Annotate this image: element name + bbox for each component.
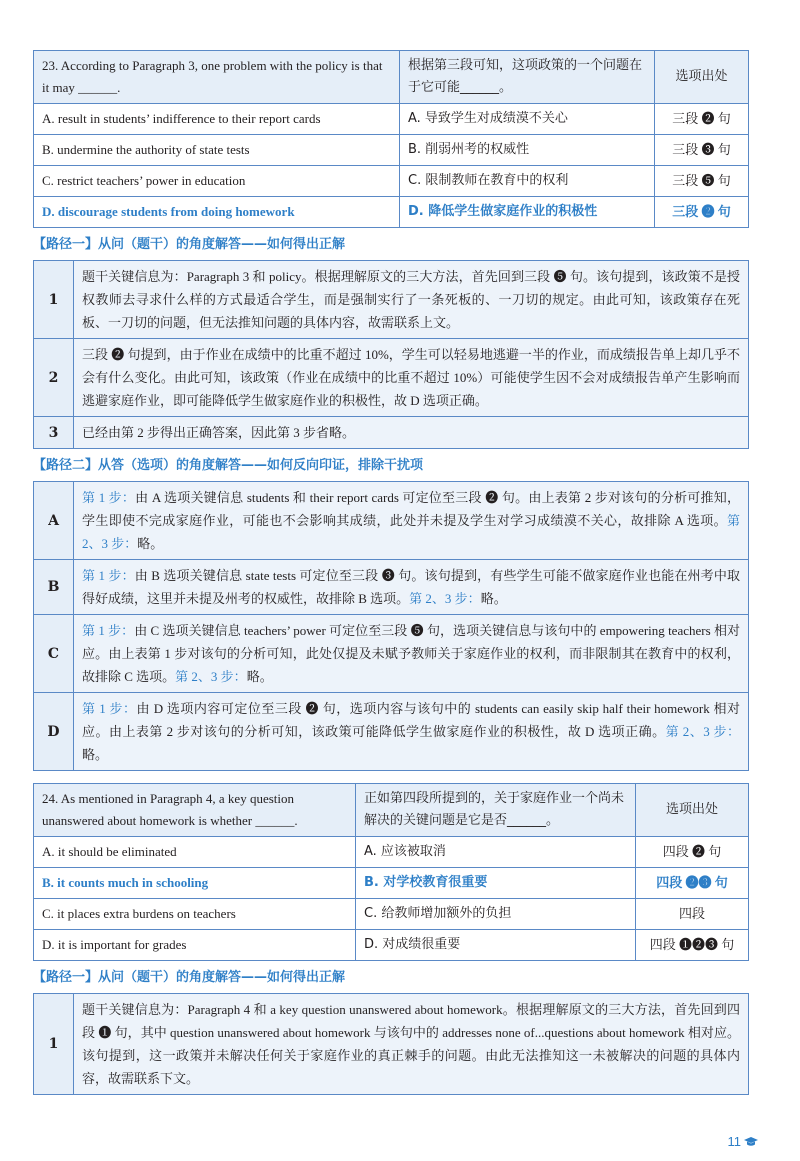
option-source: 三段 ❸ 句 — [655, 135, 749, 166]
step-text: 题干关键信息为：Paragraph 4 和 a key question unanswered about homework。根据理解原文的三大方法，首先回到四段 ❶ 句，其中 question unanswered about homework 与该句中的 addresses none of...questions about homework 相对应。该句提到，这一政策并未解决任何关于家庭作业的真正棘手的问题。由此无法推知这一未被解决的问题的具体内容，故需联系下文。 — [74, 994, 749, 1095]
q23-source-header: 选项出处 — [655, 51, 749, 104]
step23-label: 第 2、3 步： — [82, 513, 740, 551]
step-row — [34, 261, 749, 339]
option-source: 四段 — [636, 899, 749, 930]
q23-path1-label: 【路径一】从问（题干）的角度解答——如何得出正解 — [33, 237, 346, 252]
page-number-text: 11 — [727, 1134, 741, 1149]
analysis-text — [74, 693, 749, 771]
option-zh: A. 应该被取消 — [356, 837, 636, 868]
q23-question-zh: 根据第三段可知，这项政策的一个问题在于它可能______。 — [400, 51, 655, 104]
option-letter: A — [34, 482, 74, 560]
q24-option-b-correct — [34, 868, 749, 899]
step-number: 1 — [34, 994, 74, 1095]
step1-label: 第 1 步： — [82, 490, 136, 505]
q23-option-c — [34, 166, 749, 197]
step-text: 已经由第 2 步得出正确答案，因此第 3 步省略。 — [74, 417, 749, 449]
step-row — [34, 339, 749, 417]
q24-source-header: 选项出处 — [636, 784, 749, 837]
option-letter: C — [34, 615, 74, 693]
analysis-body: 由 D 选项内容可定位至三段 ❷ 句，选项内容与该句中的 students can easily skip half their homework 相对应。由上表第 2 步对该句的分析可知，该政策可能降低学生做家庭作业的积极性，故 D 选项正确。 — [82, 701, 740, 739]
option-en: B. undermine the authority of state tests — [34, 135, 400, 166]
q24-question-en: 24. As mentioned in Paragraph 4, a key question unanswered about homework is whether ______. — [34, 784, 356, 837]
step23-label: 第 2、3 步： — [409, 591, 481, 606]
q23-path2-label: 【路径二】从答（选项）的角度解答——如何反向印证，排除干扰项 — [33, 458, 424, 473]
option-en: B. it counts much in schooling — [34, 868, 356, 899]
option-source: 四段 ❷ 句 — [636, 837, 749, 868]
option-zh: D. 降低学生做家庭作业的积极性 — [400, 197, 655, 228]
step-text: 三段 ❷ 句提到，由于作业在成绩中的比重不超过 10%，学生可以轻易地逃避一半的作业，而成绩报告单上却几乎不会有什么变化。由此可知，该政策（作业在成绩中的比重不超过 10%）可能使学生因不会对成绩报告单产生影响而逃避家庭作业，即可能降低学生做家庭作业的积极性，故 D 选项正确。 — [74, 339, 749, 417]
q24-options-table — [33, 783, 749, 961]
option-zh: C. 给教师增加额外的负担 — [356, 899, 636, 930]
option-analysis-row — [34, 482, 749, 560]
q23-option-d-correct — [34, 197, 749, 228]
step1-label: 第 1 步： — [82, 623, 135, 638]
option-letter: D — [34, 693, 74, 771]
q23-question-row — [34, 51, 749, 104]
step23-label: 第 2、3 步： — [665, 724, 740, 739]
option-source: 四段 ❷❸ 句 — [636, 868, 749, 899]
q23-options-table — [33, 50, 749, 228]
q24-question-zh: 正如第四段所提到的，关于家庭作业一个尚未解决的关键问题是它是否______。 — [356, 784, 636, 837]
analysis-body: 由 C 选项关键信息 teachers’ power 可定位至三段 ❺ 句，选项关键信息与该句中的 empowering teachers 相对应。由上表第 1 步对该句的分析可知，此处仅提及未赋予教师关于家庭作业的权利，而非限制其在教育中的权利，故排除 C 选项。 — [82, 623, 740, 684]
option-analysis-row — [34, 615, 749, 693]
step-text: 题干关键信息为：Paragraph 3 和 policy。根据理解原文的三大方法，首先回到三段 ❺ 句。该句提到，该政策不是授权教师去寻求什么样的方式最适合学生，而是强制实行了一条死板的、一刀切的规定。由此可知，该政策存在死板、一刀切的问题，但无法推知问题的具体内容，故需联系上文。 — [74, 261, 749, 339]
q23-option-a — [34, 104, 749, 135]
spacer — [33, 771, 748, 783]
step-row — [34, 994, 749, 1095]
q24-option-c — [34, 899, 749, 930]
analysis-tail: 略。 — [137, 536, 164, 551]
option-source: 三段 ❷ 句 — [655, 197, 749, 228]
option-source: 三段 ❷ 句 — [655, 104, 749, 135]
step1-label: 第 1 步： — [82, 701, 137, 716]
q23-path2-table — [33, 481, 749, 771]
option-zh: B. 对学校教育很重要 — [356, 868, 636, 899]
analysis-body: 由 B 选项关键信息 state tests 可定位至三段 ❸ 句。该句提到，有些学生可能不做家庭作业也能在州考中取得好成绩，这里并未提及州考的权威性，故排除 B 选项。 — [82, 568, 740, 606]
step-number: 3 — [34, 417, 74, 449]
q24-path1-label: 【路径一】从问（题干）的角度解答——如何得出正解 — [33, 970, 346, 985]
step-number: 2 — [34, 339, 74, 417]
option-zh: B. 削弱州考的权威性 — [400, 135, 655, 166]
q24-option-a — [34, 837, 749, 868]
q23-option-b — [34, 135, 749, 166]
option-source: 四段 ❶❷❸ 句 — [636, 930, 749, 961]
option-en: D. it is important for grades — [34, 930, 356, 961]
q23-path1-table — [33, 260, 749, 449]
q23-question-en: 23. According to Paragraph 3, one problem with the policy is that it may ______. — [34, 51, 400, 104]
analysis-text — [74, 482, 749, 560]
option-en: D. discourage students from doing homework — [34, 197, 400, 228]
option-en: A. it should be eliminated — [34, 837, 356, 868]
step23-label: 第 2、3 步： — [175, 669, 247, 684]
q24-option-d — [34, 930, 749, 961]
step-number: 1 — [34, 261, 74, 339]
analysis-tail: 略。 — [82, 747, 109, 762]
analysis-tail: 略。 — [246, 669, 273, 684]
option-source: 三段 ❺ 句 — [655, 166, 749, 197]
analysis-tail: 略。 — [480, 591, 507, 606]
option-zh: A. 导致学生对成绩漠不关心 — [400, 104, 655, 135]
option-letter: B — [34, 560, 74, 615]
page-content — [33, 50, 748, 1095]
page-number — [728, 1134, 759, 1149]
option-en: A. result in students’ indifference to their report cards — [34, 104, 400, 135]
q24-question-row — [34, 784, 749, 837]
analysis-text — [74, 560, 749, 615]
option-zh: D. 对成绩很重要 — [356, 930, 636, 961]
option-en: C. restrict teachers’ power in education — [34, 166, 400, 197]
analysis-text — [74, 615, 749, 693]
step-row — [34, 417, 749, 449]
option-analysis-row — [34, 693, 749, 771]
graduation-cap-icon — [744, 1137, 758, 1147]
analysis-body: 由 A 选项关键信息 students 和 their report cards 可定位至三段 ❷ 句。由上表第 2 步对该句的分析可推知，学生即使不完成家庭作业，可能也不会影响其成绩，此处并未提及学生对学习成绩漠不关心，故排除 A 选项。 — [82, 490, 740, 528]
option-en: C. it places extra burdens on teachers — [34, 899, 356, 930]
option-zh: C. 限制教师在教育中的权利 — [400, 166, 655, 197]
step1-label: 第 1 步： — [82, 568, 135, 583]
q24-path1-table — [33, 993, 749, 1095]
option-analysis-row — [34, 560, 749, 615]
